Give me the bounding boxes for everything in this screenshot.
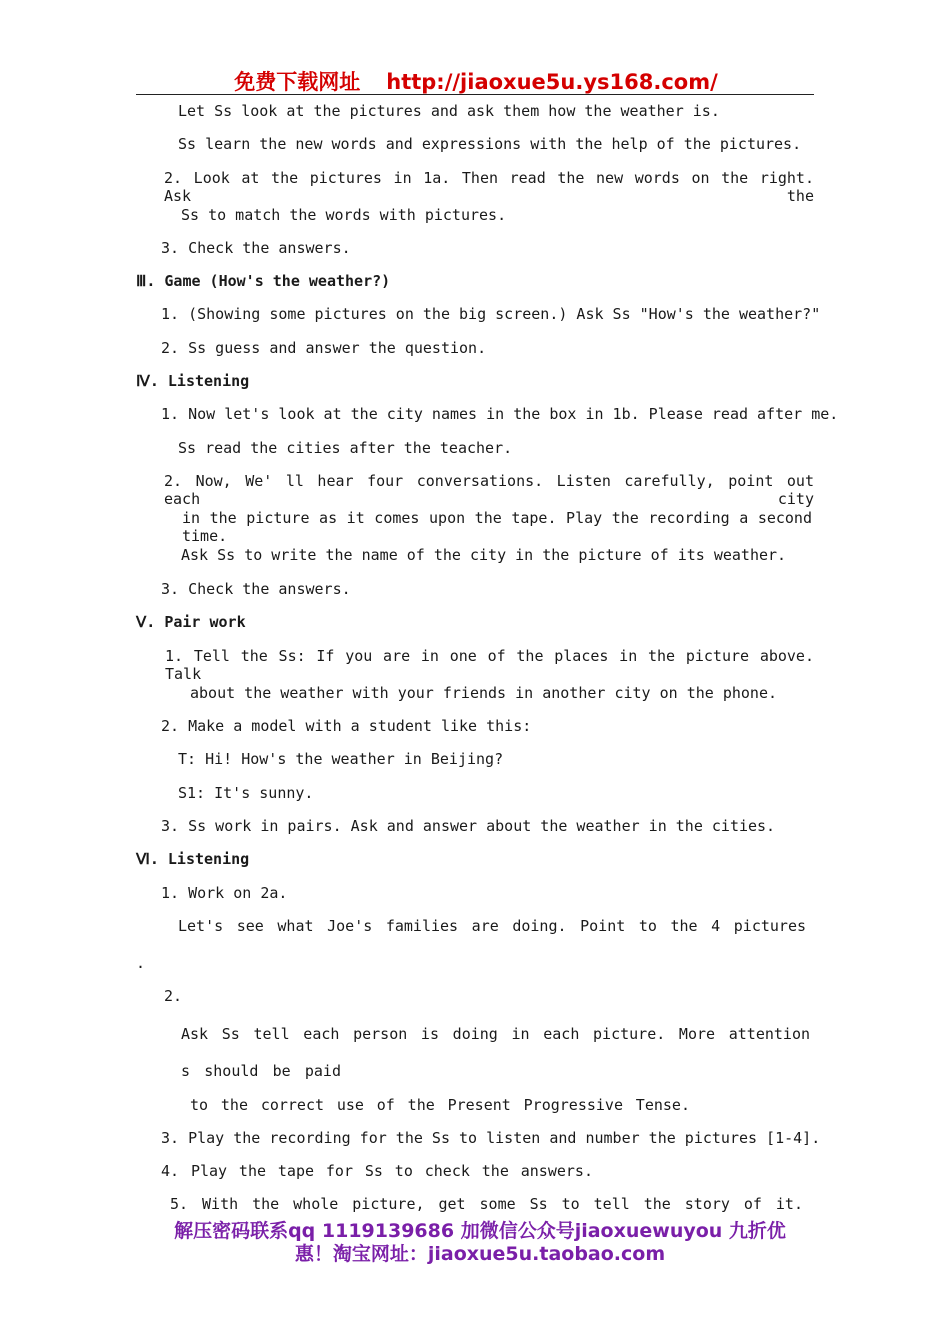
footer-shop-link[interactable]: 惠！淘宝网址：jiaoxue5u.taobao.com [294,1243,666,1265]
text-line: Ss read the cities after the teacher. [178,439,513,457]
header-url-link[interactable]: http://jiaoxue5u.ys168.com/ [386,70,718,94]
text-line: s should be paid [181,1062,341,1080]
text-line: 3. Ss work in pairs. Ask and answer about the weather in the cities. [161,817,776,835]
text-line: 3. Check the answers. [161,580,351,598]
text-line: 4. Play the tape for Ss to check the answers. [161,1162,593,1180]
section-heading-pair-work: Ⅴ. Pair work [136,613,246,631]
text-line: . [136,954,146,972]
section-heading-listening: Ⅵ. Listening [136,850,250,868]
text-line: 3. Check the answers. [161,239,351,257]
text-line: S1: It's sunny. [178,784,314,802]
text-line: 2. [164,987,183,1005]
text-line: Let's see what Joe's families are doing. Point to the 4 pictures [178,917,806,935]
header-title: 免费下载网址 [234,70,361,94]
text-line: to the correct use of the Present Progressive Tense. [190,1096,690,1114]
text-line: about the weather with your friends in another city on the phone. [190,684,777,702]
text-line: 1. Work on 2a. [161,884,288,902]
text-line: T: Hi! How's the weather in Beijing? [178,750,504,768]
section-heading-game: Ⅲ. Game (How's the weather?) [136,272,391,290]
text-line: in the picture as it comes upon the tape. Play the recording a second time. [182,509,812,545]
footer-contact: 解压密码联系qq 1119139686 加微信公众号jiaoxuewuyou 九折优 [174,1220,786,1242]
text-line: 3. Play the recording for the Ss to listen and number the pictures [1-4]. [161,1129,821,1147]
text-line: Ask Ss tell each person is doing in each picture. More attention [181,1025,810,1043]
text-line: 2. Now, We' ll hear four conversations. Listen carefully, point out each city [164,472,814,508]
text-line: Ask Ss to write the name of the city in the picture of its weather. [181,546,787,564]
text-line: 1. Tell the Ss: If you are in one of the places in the picture above. Talk [165,647,814,683]
section-heading-listening: Ⅳ. Listening [136,372,250,390]
text-line: 1. Now let's look at the city names in the box in 1b. Please read after me. [161,405,839,423]
header-divider [136,94,814,95]
text-line: 2. Make a model with a student like this: [161,717,532,735]
text-line: Ss to match the words with pictures. [181,206,507,224]
text-line: 2. Look at the pictures in 1a. Then read the new words on the right. Ask the [164,169,814,205]
page-header [138,66,814,94]
text-line: 1. (Showing some pictures on the big screen.) Ask Ss "How's the weather?" [161,305,821,323]
text-line: Let Ss look at the pictures and ask them how the weather is. [178,102,720,120]
text-line: Ss learn the new words and expressions with the help of the pictures. [178,135,802,153]
text-line: 5. With the whole picture, get some Ss to tell the story of it. [170,1195,803,1213]
text-line: 2. Ss guess and answer the question. [161,339,487,357]
